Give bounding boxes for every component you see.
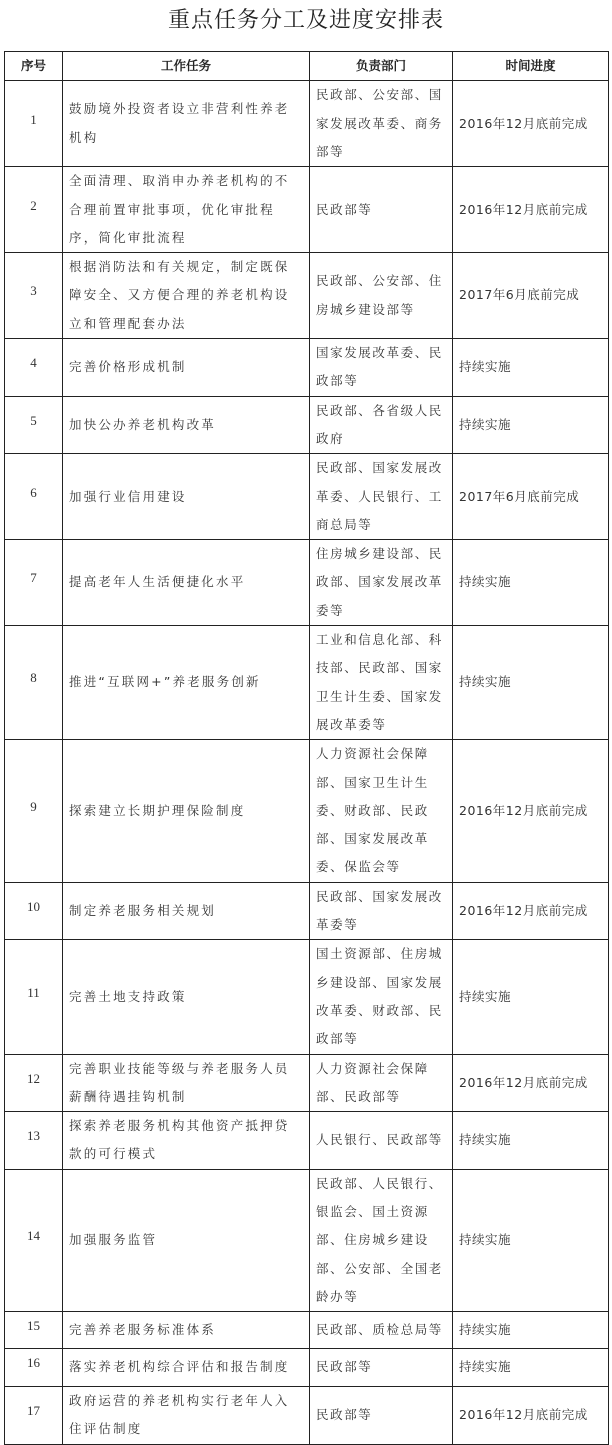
task-schedule-table bbox=[4, 51, 609, 1445]
row-number: 6 bbox=[5, 454, 63, 540]
row-number: 3 bbox=[5, 253, 63, 339]
task-cell: 完善土地支持政策 bbox=[63, 940, 310, 1054]
header-task: 工作任务 bbox=[63, 52, 310, 81]
table-row bbox=[5, 167, 609, 253]
task-cell: 加快公办养老机构改革 bbox=[63, 396, 310, 454]
progress-cell: 持续实施 bbox=[453, 396, 609, 454]
dept-cell: 民政部等 bbox=[310, 1386, 453, 1444]
progress-cell: 持续实施 bbox=[453, 626, 609, 740]
table-row bbox=[5, 1386, 609, 1444]
dept-cell: 民政部、质检总局等 bbox=[310, 1312, 453, 1349]
progress-cell: 持续实施 bbox=[453, 1169, 609, 1311]
progress-cell: 2017年6月底前完成 bbox=[453, 253, 609, 339]
dept-cell: 民政部、公安部、国家发展改革委、商务部等 bbox=[310, 81, 453, 167]
table-row bbox=[5, 1054, 609, 1112]
row-number: 13 bbox=[5, 1112, 63, 1170]
task-cell: 探索建立长期护理保险制度 bbox=[63, 740, 310, 882]
task-cell: 完善价格形成机制 bbox=[63, 339, 310, 397]
dept-cell: 民政部等 bbox=[310, 167, 453, 253]
table-row bbox=[5, 81, 609, 167]
dept-cell: 人力资源社会保障部、国家卫生计生委、财政部、民政部、国家发展改革委、保监会等 bbox=[310, 740, 453, 882]
progress-cell: 2016年12月底前完成 bbox=[453, 167, 609, 253]
dept-cell: 人民银行、民政部等 bbox=[310, 1112, 453, 1170]
table-row bbox=[5, 396, 609, 454]
task-cell: 加强服务监管 bbox=[63, 1169, 310, 1311]
header-no: 序号 bbox=[5, 52, 63, 81]
dept-cell: 国家发展改革委、民政部等 bbox=[310, 339, 453, 397]
row-number: 16 bbox=[5, 1349, 63, 1386]
table-row bbox=[5, 626, 609, 740]
row-number: 10 bbox=[5, 882, 63, 940]
table-row bbox=[5, 540, 609, 626]
dept-cell: 民政部、各省级人民政府 bbox=[310, 396, 453, 454]
dept-cell: 民政部、人民银行、银监会、国土资源部、住房城乡建设部、公安部、全国老龄办等 bbox=[310, 1169, 453, 1311]
row-number: 17 bbox=[5, 1386, 63, 1444]
task-cell: 推进“互联网+”养老服务创新 bbox=[63, 626, 310, 740]
progress-cell: 持续实施 bbox=[453, 540, 609, 626]
dept-cell: 国土资源部、住房城乡建设部、国家发展改革委、财政部、民政部等 bbox=[310, 940, 453, 1054]
header-dept: 负责部门 bbox=[310, 52, 453, 81]
dept-cell: 民政部、国家发展改革委等 bbox=[310, 882, 453, 940]
dept-cell: 工业和信息化部、科技部、民政部、国家卫生计生委、国家发展改革委等 bbox=[310, 626, 453, 740]
progress-cell: 持续实施 bbox=[453, 1349, 609, 1386]
row-number: 9 bbox=[5, 740, 63, 882]
row-number: 14 bbox=[5, 1169, 63, 1311]
row-number: 8 bbox=[5, 626, 63, 740]
table-header-row bbox=[5, 52, 609, 81]
table-row bbox=[5, 253, 609, 339]
row-number: 7 bbox=[5, 540, 63, 626]
header-progress: 时间进度 bbox=[453, 52, 609, 81]
progress-cell: 2016年12月底前完成 bbox=[453, 882, 609, 940]
table-row bbox=[5, 882, 609, 940]
progress-cell: 2016年12月底前完成 bbox=[453, 1386, 609, 1444]
task-cell: 根据消防法和有关规定，制定既保障安全、又方便合理的养老机构设立和管理配套办法 bbox=[63, 253, 310, 339]
row-number: 15 bbox=[5, 1312, 63, 1349]
progress-cell: 2016年12月底前完成 bbox=[453, 740, 609, 882]
row-number: 4 bbox=[5, 339, 63, 397]
task-cell: 提高老年人生活便捷化水平 bbox=[63, 540, 310, 626]
progress-cell: 2016年12月底前完成 bbox=[453, 81, 609, 167]
progress-cell: 2016年12月底前完成 bbox=[453, 1054, 609, 1112]
task-cell: 加强行业信用建设 bbox=[63, 454, 310, 540]
progress-cell: 2017年6月底前完成 bbox=[453, 454, 609, 540]
task-cell: 完善职业技能等级与养老服务人员薪酬待遇挂钩机制 bbox=[63, 1054, 310, 1112]
task-cell: 落实养老机构综合评估和报告制度 bbox=[63, 1349, 310, 1386]
table-row bbox=[5, 1169, 609, 1311]
dept-cell: 民政部、公安部、住房城乡建设部等 bbox=[310, 253, 453, 339]
dept-cell: 民政部等 bbox=[310, 1349, 453, 1386]
page-title: 重点任务分工及进度安排表 bbox=[167, 8, 444, 33]
table-row bbox=[5, 454, 609, 540]
table-row bbox=[5, 339, 609, 397]
table-row bbox=[5, 1112, 609, 1170]
task-cell: 全面清理、取消申办养老机构的不合理前置审批事项，优化审批程序，简化审批流程 bbox=[63, 167, 310, 253]
progress-cell: 持续实施 bbox=[453, 1112, 609, 1170]
task-cell: 鼓励境外投资者设立非营利性养老机构 bbox=[63, 81, 310, 167]
progress-cell: 持续实施 bbox=[453, 940, 609, 1054]
dept-cell: 人力资源社会保障部、民政部等 bbox=[310, 1054, 453, 1112]
row-number: 2 bbox=[5, 167, 63, 253]
progress-cell: 持续实施 bbox=[453, 1312, 609, 1349]
task-cell: 制定养老服务相关规划 bbox=[63, 882, 310, 940]
progress-cell: 持续实施 bbox=[453, 339, 609, 397]
dept-cell: 住房城乡建设部、民政部、国家发展改革委等 bbox=[310, 540, 453, 626]
row-number: 1 bbox=[5, 81, 63, 167]
table-row bbox=[5, 1312, 609, 1349]
row-number: 12 bbox=[5, 1054, 63, 1112]
row-number: 11 bbox=[5, 940, 63, 1054]
table-row bbox=[5, 740, 609, 882]
task-cell: 探索养老服务机构其他资产抵押贷款的可行模式 bbox=[63, 1112, 310, 1170]
task-cell: 完善养老服务标准体系 bbox=[63, 1312, 310, 1349]
table-row bbox=[5, 940, 609, 1054]
row-number: 5 bbox=[5, 396, 63, 454]
table-row bbox=[5, 1349, 609, 1386]
task-cell: 政府运营的养老机构实行老年人入住评估制度 bbox=[63, 1386, 310, 1444]
dept-cell: 民政部、国家发展改革委、人民银行、工商总局等 bbox=[310, 454, 453, 540]
